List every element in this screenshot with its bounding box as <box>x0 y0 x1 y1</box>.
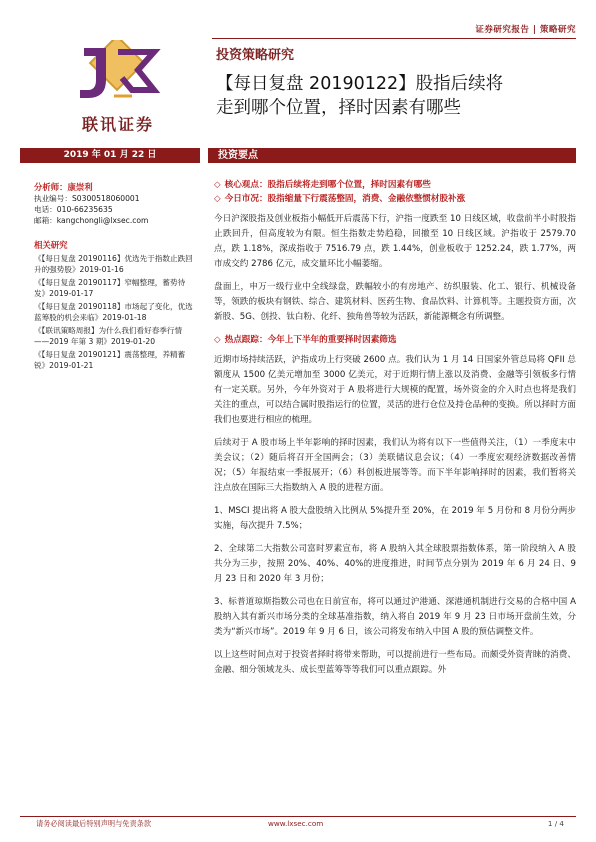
paragraph-conclusion: 以上这些时间点对于投资者择时将带来帮助，可以提前进行一些布局。而颇受外资青睐的消费、金融、细分领域龙头、成长型蓝筹等等我们可以重点跟踪。外 <box>214 650 576 675</box>
footer-website[interactable]: www.lxsec.com <box>268 819 324 828</box>
diamond-bullet-icon: ◇ <box>214 194 221 204</box>
analyst-line <box>34 182 194 193</box>
paragraph-market-summary: 今日沪深股指及创业板指小幅低开后震荡下行，沪指一度跌至 10 日线区域，收盘前半小时股指止跌回升，但高度较为有限。恒生指数走势趋稳，回撤至 10 日线区域。沪指收于 2579.70 点，跌 1.18%，深成指收于 7516.79 点，跌 1.44%，创业板收于 1252.24，跌 1.77%，两市成交约 2786 亿元，成交量环比小幅萎缩。 <box>214 214 576 269</box>
key-point-market: ◇ 今日市况：股指缩量下行震荡整固，消费、金融依整惯材股补涨 <box>214 194 466 204</box>
paragraph-timing-factors: 后续对于 A 股市场上半年影响的择时因素，我们认为将有以下一些值得关注，（1）一季度末中美会议；（2）随后将召开全国两会；（3）美联储议息会议；（4）一季度宏观经济数据改善情况；（5）年报结束一季报展开；（6）科创板进展等等。而下半年影响择时的因素，我们暂将关注点放在国际三大指数纳入 A 股的进程方面。 <box>214 438 576 493</box>
report-title <box>216 72 576 120</box>
paragraph-qfii: 近期市场持续活跃，沪指成功上行突破 2600 点。我们认为 1 月 14 日国家外管总局将 QFII 总额度从 1500 亿美元增加至 3000 亿美元，对于近期行情上涨以及消费、金融等引领板多行情有一定关联。另外，今年外资对于 A 股将进行大规模的配置，场外资金的介入时点也将是我们关注的重点，可以结合属时股指运行的位置，灵活的进行仓位及持仓品种的变换。所以择时方面我们也要进行相应的梳理。 <box>214 355 576 425</box>
related-report-link[interactable]: 《【每日复盘 20190116】优选先于指数止跌回升的强势股》2019-01-16 <box>34 254 193 274</box>
category-label: 投资策略研究 <box>216 48 295 63</box>
footer-rule <box>20 816 576 817</box>
sidebar <box>34 182 194 371</box>
paragraph-ftse: 2、全球第二大指数公司富时罗素宣布，将 A 股纳入其全球股票指数体系，第一阶段纳入 A 股共分为三步，按照 20%、40%、40%的进度推进，时间节点分别为 2019 年 6 月 24 日、9 月 23 日和 2020 年 3 月份； <box>214 544 576 584</box>
related-report-link[interactable]: 《【每日复盘 20190118】市场起了变化，优选蓝筹股的机会来临》2019-01-18 <box>34 302 193 322</box>
related-report-link[interactable]: 《【联讯策略周报】为什么我们看好春季行情——2019 年第 3 期》2019-01-20 <box>34 326 183 346</box>
company-logo <box>62 40 174 135</box>
report-date: 2019 年 01 月 22 日 <box>20 148 200 163</box>
diamond-bullet-icon: ◇ <box>214 335 221 345</box>
report-type-header: 证券研究报告 | 策略研究 <box>475 25 576 35</box>
footer-disclaimer[interactable]: 请务必阅读最后特别声明与免责条款 <box>36 819 152 828</box>
analyst-name: 康崇利 <box>67 182 93 192</box>
paragraph-sector: 盘面上，申万一级行业中全线绿盘，跌幅较小的有房地产、纺织服装、化工、银行、机械设备等，领跌的板块有钢铁、综合、建筑材料、医药生物、食品饮料、计算机等。主题投资方面，次新股、5G、创投、钛白粉、化纤、独角兽等较为活跃，新能源概念有所调整。 <box>214 282 576 322</box>
main-content <box>214 178 576 686</box>
cert-number: 执业编号：S0300518060001 <box>34 194 140 203</box>
logo-emblem-icon <box>62 40 174 110</box>
paragraph-sp: 3、标普道琼斯指数公司也在日前宣布，将可以通过沪港通、深港通机制进行交易的合格中国 A 股纳入其有新兴市场分类的全球基准指数，纳入将自 2019 年 9 月 23 日市场开盘前生效，分类为“新兴市场”。2019 年 9 月 6 日，该公司将发布纳入中国 A 股的预估调整文件。 <box>214 597 576 637</box>
related-report-link[interactable]: 《【每日复盘 20190121】震荡整理，养精蓄锐》2019-01-21 <box>34 350 186 370</box>
header-rule <box>212 38 576 39</box>
section-heading: 投资要点 <box>208 148 576 163</box>
title-line-2: 走到哪个位置，择时因素有哪些 <box>216 98 461 118</box>
page-number: 1 / 4 <box>547 819 564 828</box>
logo-text: 联讯证券 <box>81 115 154 134</box>
key-point-hotspot: ◇ 热点跟踪：今年上下半年的重要择时因素筛选 <box>214 335 397 345</box>
analyst-label: 分析师： <box>34 182 68 192</box>
key-point-core: ◇ 核心观点：股指后续将走到哪个位置，择时因素有哪些 <box>214 180 431 190</box>
title-line-1: 【每日复盘 20190122】股指后续将 <box>216 74 504 94</box>
email-link[interactable]: 邮箱：kangchongli@lxsec.com <box>34 216 149 225</box>
related-research-heading: 相关研究 <box>34 240 68 250</box>
related-report-link[interactable]: 《【每日复盘 20190117】窄幅整理，蓄势待发》2019-01-17 <box>34 278 186 298</box>
paragraph-msci: 1、MSCI 提出将 A 股大盘股纳入比例从 5%提升至 20%，在 2019 年 5 月份和 8 月份分两步实施，每次提升 7.5%； <box>214 506 576 531</box>
phone: 电话：010-66235635 <box>34 205 113 214</box>
diamond-bullet-icon: ◇ <box>214 180 221 190</box>
